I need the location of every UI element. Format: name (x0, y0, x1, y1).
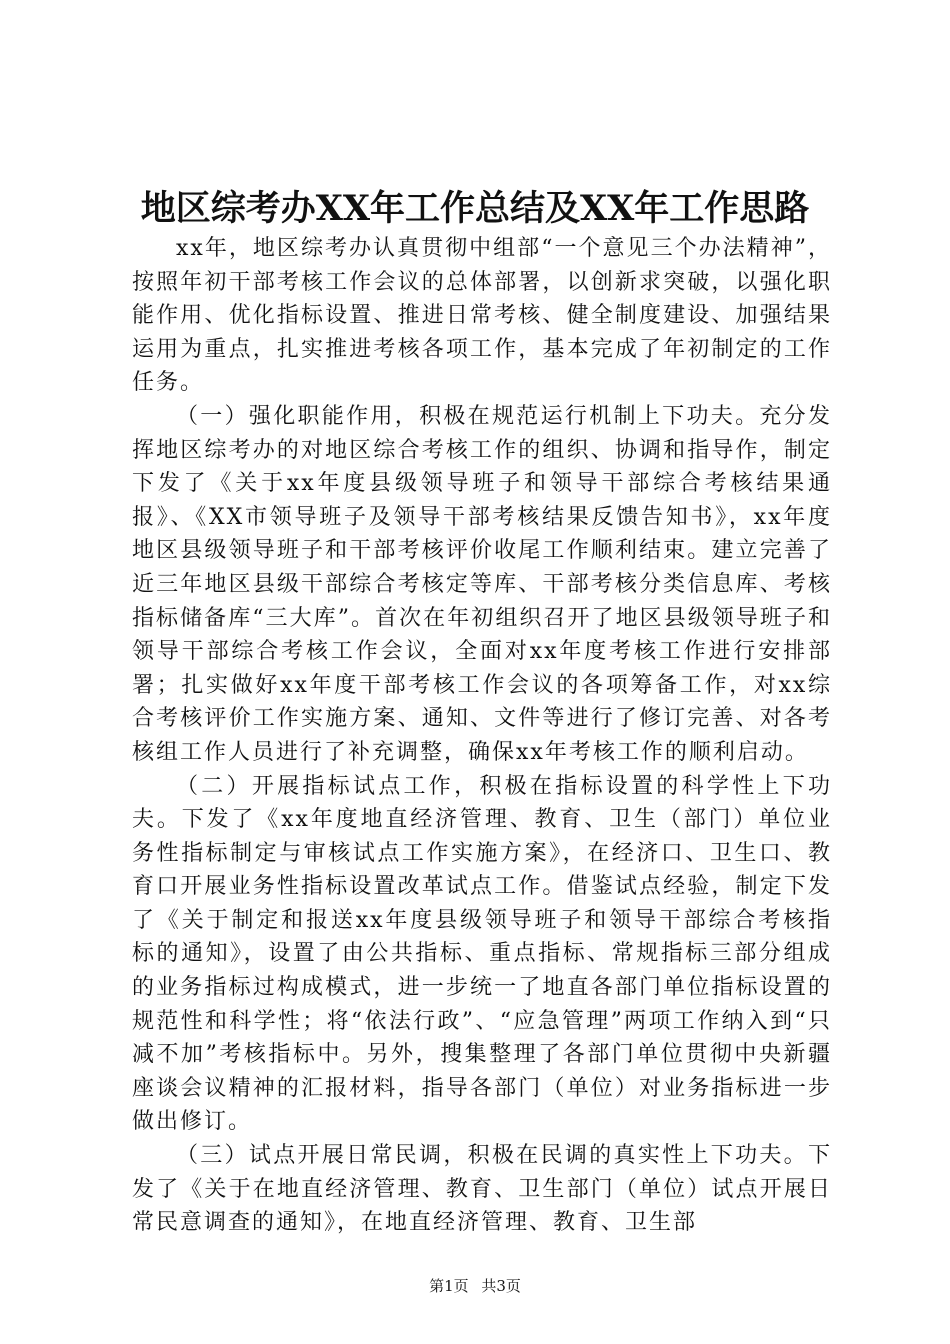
page-number: 第1页 (429, 1277, 469, 1295)
document-title: 地区综考办XX年工作总结及XX年工作思路 (140, 188, 810, 229)
paragraph-section-3: （三）试点开展日常民调，积极在民调的真实性上下功夫。下发了《关于在地直经济管理、教育、卫生部门（单位）试点开展日常民意调查的通知》，在地直经济管理、教育、卫生部 (132, 1143, 832, 1236)
page-total: 共3页 (481, 1277, 521, 1295)
paragraph-section-2: （二）开展指标试点工作，积极在指标设置的科学性上下功夫。下发了《xx年度地直经济管理、教育、卫生（部门）单位业务性指标制定与审核试点工作实施方案》，在经济口、卫生口、教育口开展业务性指标设置改革试点工作。借鉴试点经验，制定下发了《关于制定和报送xx年度县级领导班子和领导干部综合考核指标的通知》，设置了由公共指标、重点指标、常规指标三部分组成的业务指标过构成模式，进一步统一了地直各部门单位指标设置的规范性和科学性；将“依法行政”、“应急管理”两项工作纳入到“只减不加”考核指标中。另外，搜集整理了各部门单位贯彻中央新疆座谈会议精神的汇报材料，指导各部门（单位）对业务指标进一步做出修订。 (132, 773, 832, 1135)
paragraph-section-1: （一）强化职能作用，积极在规范运行机制上下功夫。充分发挥地区综考办的对地区综合考核工作的组织、协调和指导作，制定下发了《关于xx年度县级领导班子和领导干部综合考核结果通报》、《XX市领导班子及领导干部考核结果反馈告知书》，xx年度地区县级领导班子和干部考核评价收尾工作顺利结束。建立完善了近三年地区县级干部综合考核定等库、干部考核分类信息库、考核指标储备库“三大库”。首次在年初组织召开了地区县级领导班子和领导干部综合考核工作会议，全面对xx年度考核工作进行安排部署；扎实做好xx年度干部考核工作会议的各项筹备工作，对xx综合考核评价工作实施方案、通知、文件等进行了修订完善、对各考核组工作人员进行了补充调整，确保xx年考核工作的顺利启动。 (132, 403, 832, 765)
paragraph-intro: xx年，地区综考办认真贯彻中组部“一个意见三个办法精神”，按照年初干部考核工作会议的总体部署，以创新求突破，以强化职能作用、优化指标设置、推进日常考核、健全制度建设、加强结果运用为重点，扎实推进考核各项工作，基本完成了年初制定的工作任务。 (132, 236, 832, 396)
page-footer (0, 1276, 950, 1296)
document-body (132, 232, 832, 1240)
